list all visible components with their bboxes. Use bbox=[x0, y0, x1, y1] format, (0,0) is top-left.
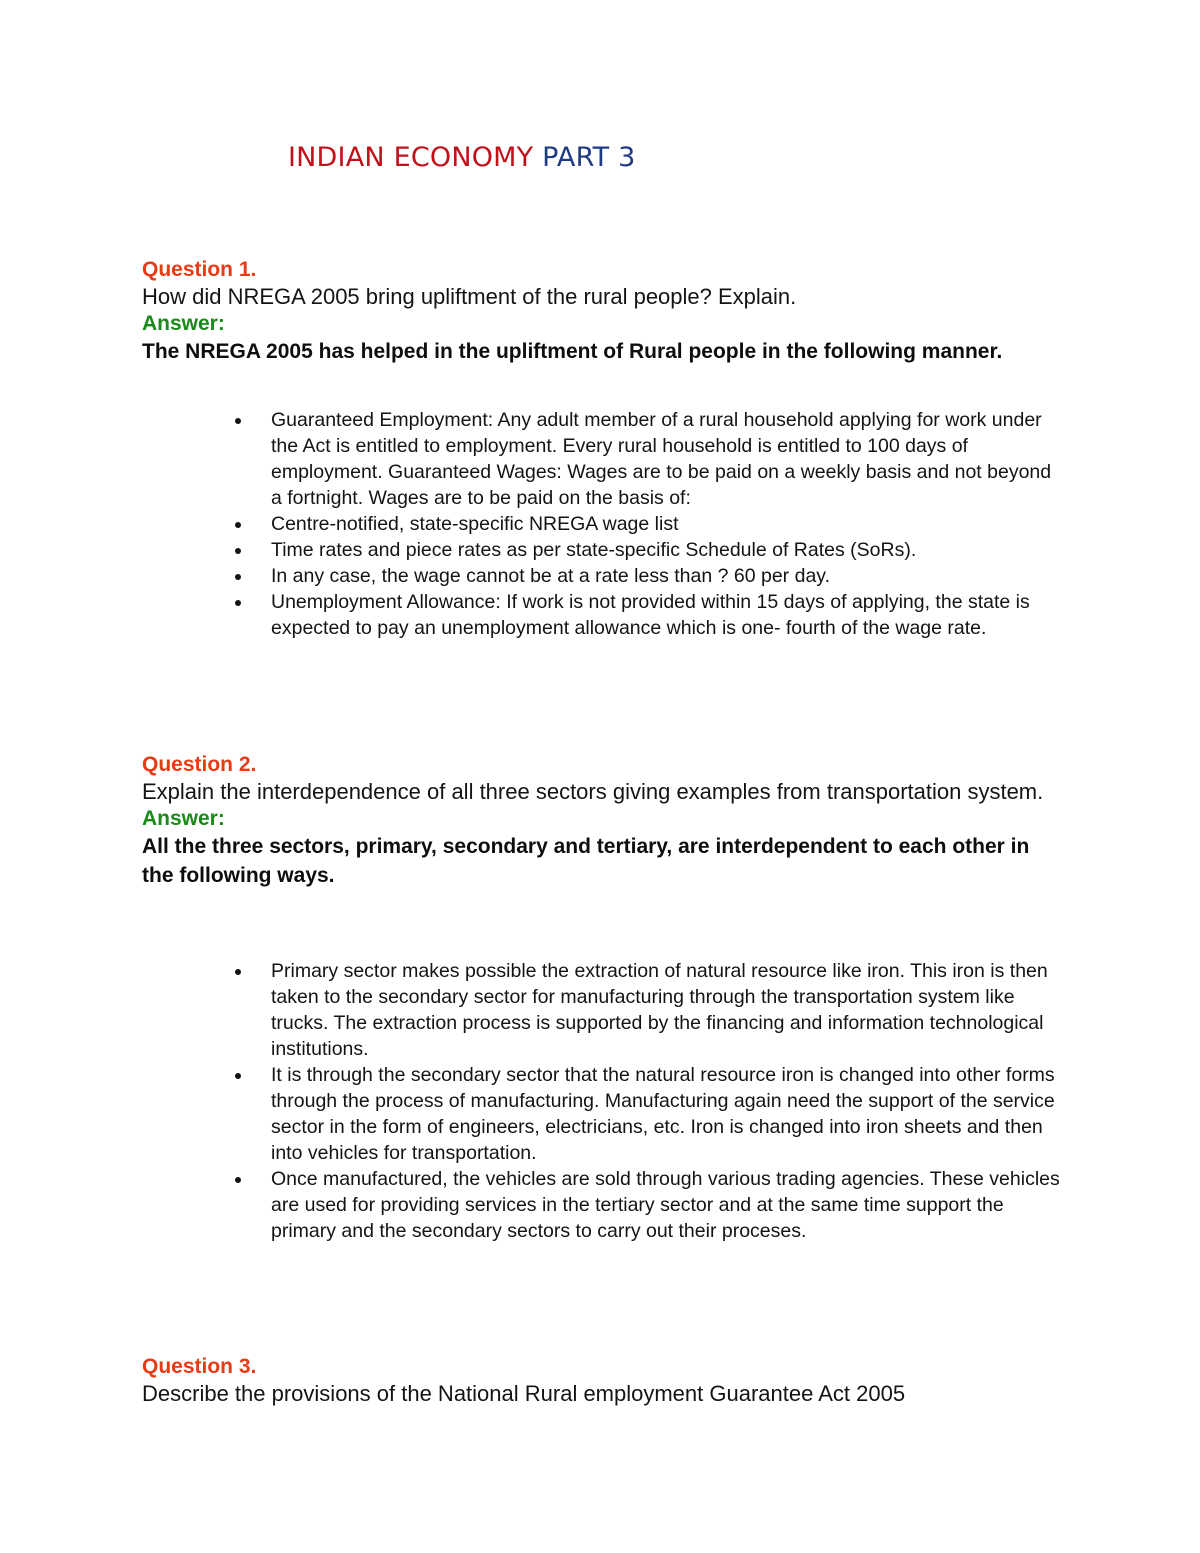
page-title bbox=[288, 142, 635, 173]
bullet-icon bbox=[235, 1073, 241, 1079]
question-2-label: Question 2. bbox=[142, 753, 257, 776]
answer-2-label: Answer: bbox=[142, 807, 225, 830]
answer-1-bullet-list bbox=[230, 407, 1060, 641]
list-item bbox=[230, 1166, 1060, 1244]
list-item bbox=[230, 589, 1060, 641]
question-1-label: Question 1. bbox=[142, 258, 257, 281]
title-part-2: PART 3 bbox=[542, 142, 636, 173]
list-item-text: Primary sector makes possible the extraction of natural resource like iron. This iron is then taken to the secondary sector for manufacturing through the transportation system like trucks. The extraction process is supported by the financing and information technological institutions. bbox=[271, 960, 1048, 1060]
list-item bbox=[230, 511, 1060, 537]
list-item bbox=[230, 537, 1060, 563]
bullet-icon bbox=[235, 548, 241, 554]
bullet-icon bbox=[235, 418, 241, 424]
list-item-text: Unemployment Allowance: If work is not provided within 15 days of applying, the state is expected to pay an unemployment allowance which is one- fourth of the wage rate. bbox=[271, 591, 1030, 639]
list-item bbox=[230, 563, 1060, 589]
list-item-text: Once manufactured, the vehicles are sold through various trading agencies. These vehicles are used for providing services in the tertiary sector and at the same time support the primary and the secondary sectors to carry out their proceses. bbox=[271, 1168, 1060, 1242]
question-3-label: Question 3. bbox=[142, 1355, 257, 1378]
bullet-icon bbox=[235, 1177, 241, 1183]
list-item bbox=[230, 1062, 1060, 1166]
list-item-text: It is through the secondary sector that the natural resource iron is changed into other forms through the process of manufacturing. Manufacturing again need the support of the service sector in the form of engineers, electricians, etc. Iron is changed into iron sheets and then into vehicles for transportation. bbox=[271, 1064, 1055, 1164]
answer-1-label: Answer: bbox=[142, 312, 225, 335]
question-2-text: Explain the interdependence of all three sectors giving examples from transportation system. bbox=[142, 779, 1044, 804]
answer-1-intro: The NREGA 2005 has helped in the upliftment of Rural people in the following manner. bbox=[142, 340, 1003, 363]
answer-2-bullet-list bbox=[230, 958, 1060, 1244]
list-item bbox=[230, 407, 1060, 511]
list-item-text: Guaranteed Employment: Any adult member of a rural household applying for work under the Act is entitled to employment. Every rural household is entitled to 100 days of employment. Guaranteed Wages: Wages are to be paid on a weekly basis and not beyond a fortnight. Wages are to be paid on the basis of: bbox=[271, 409, 1052, 509]
question-3-block bbox=[142, 1354, 1062, 1408]
list-item bbox=[230, 958, 1060, 1062]
title-part-1: INDIAN ECONOMY bbox=[288, 142, 534, 173]
list-item-text: Time rates and piece rates as per state-specific Schedule of Rates (SoRs). bbox=[271, 539, 917, 561]
list-item-text: Centre-notified, state-specific NREGA wage list bbox=[271, 513, 679, 535]
bullet-icon bbox=[235, 600, 241, 606]
question-1-text: How did NREGA 2005 bring upliftment of the rural people? Explain. bbox=[142, 284, 797, 309]
bullet-icon bbox=[235, 574, 241, 580]
question-3-text: Describe the provisions of the National Rural employment Guarantee Act 2005 bbox=[142, 1381, 906, 1406]
list-item-text: In any case, the wage cannot be at a rate less than ? 60 per day. bbox=[271, 565, 831, 587]
answer-2-intro: All the three sectors, primary, secondary and tertiary, are interdependent to each other in the following ways. bbox=[142, 835, 1030, 887]
question-1-block bbox=[142, 257, 1062, 366]
bullet-icon bbox=[235, 522, 241, 528]
bullet-icon bbox=[235, 969, 241, 975]
question-2-block bbox=[142, 752, 1062, 890]
